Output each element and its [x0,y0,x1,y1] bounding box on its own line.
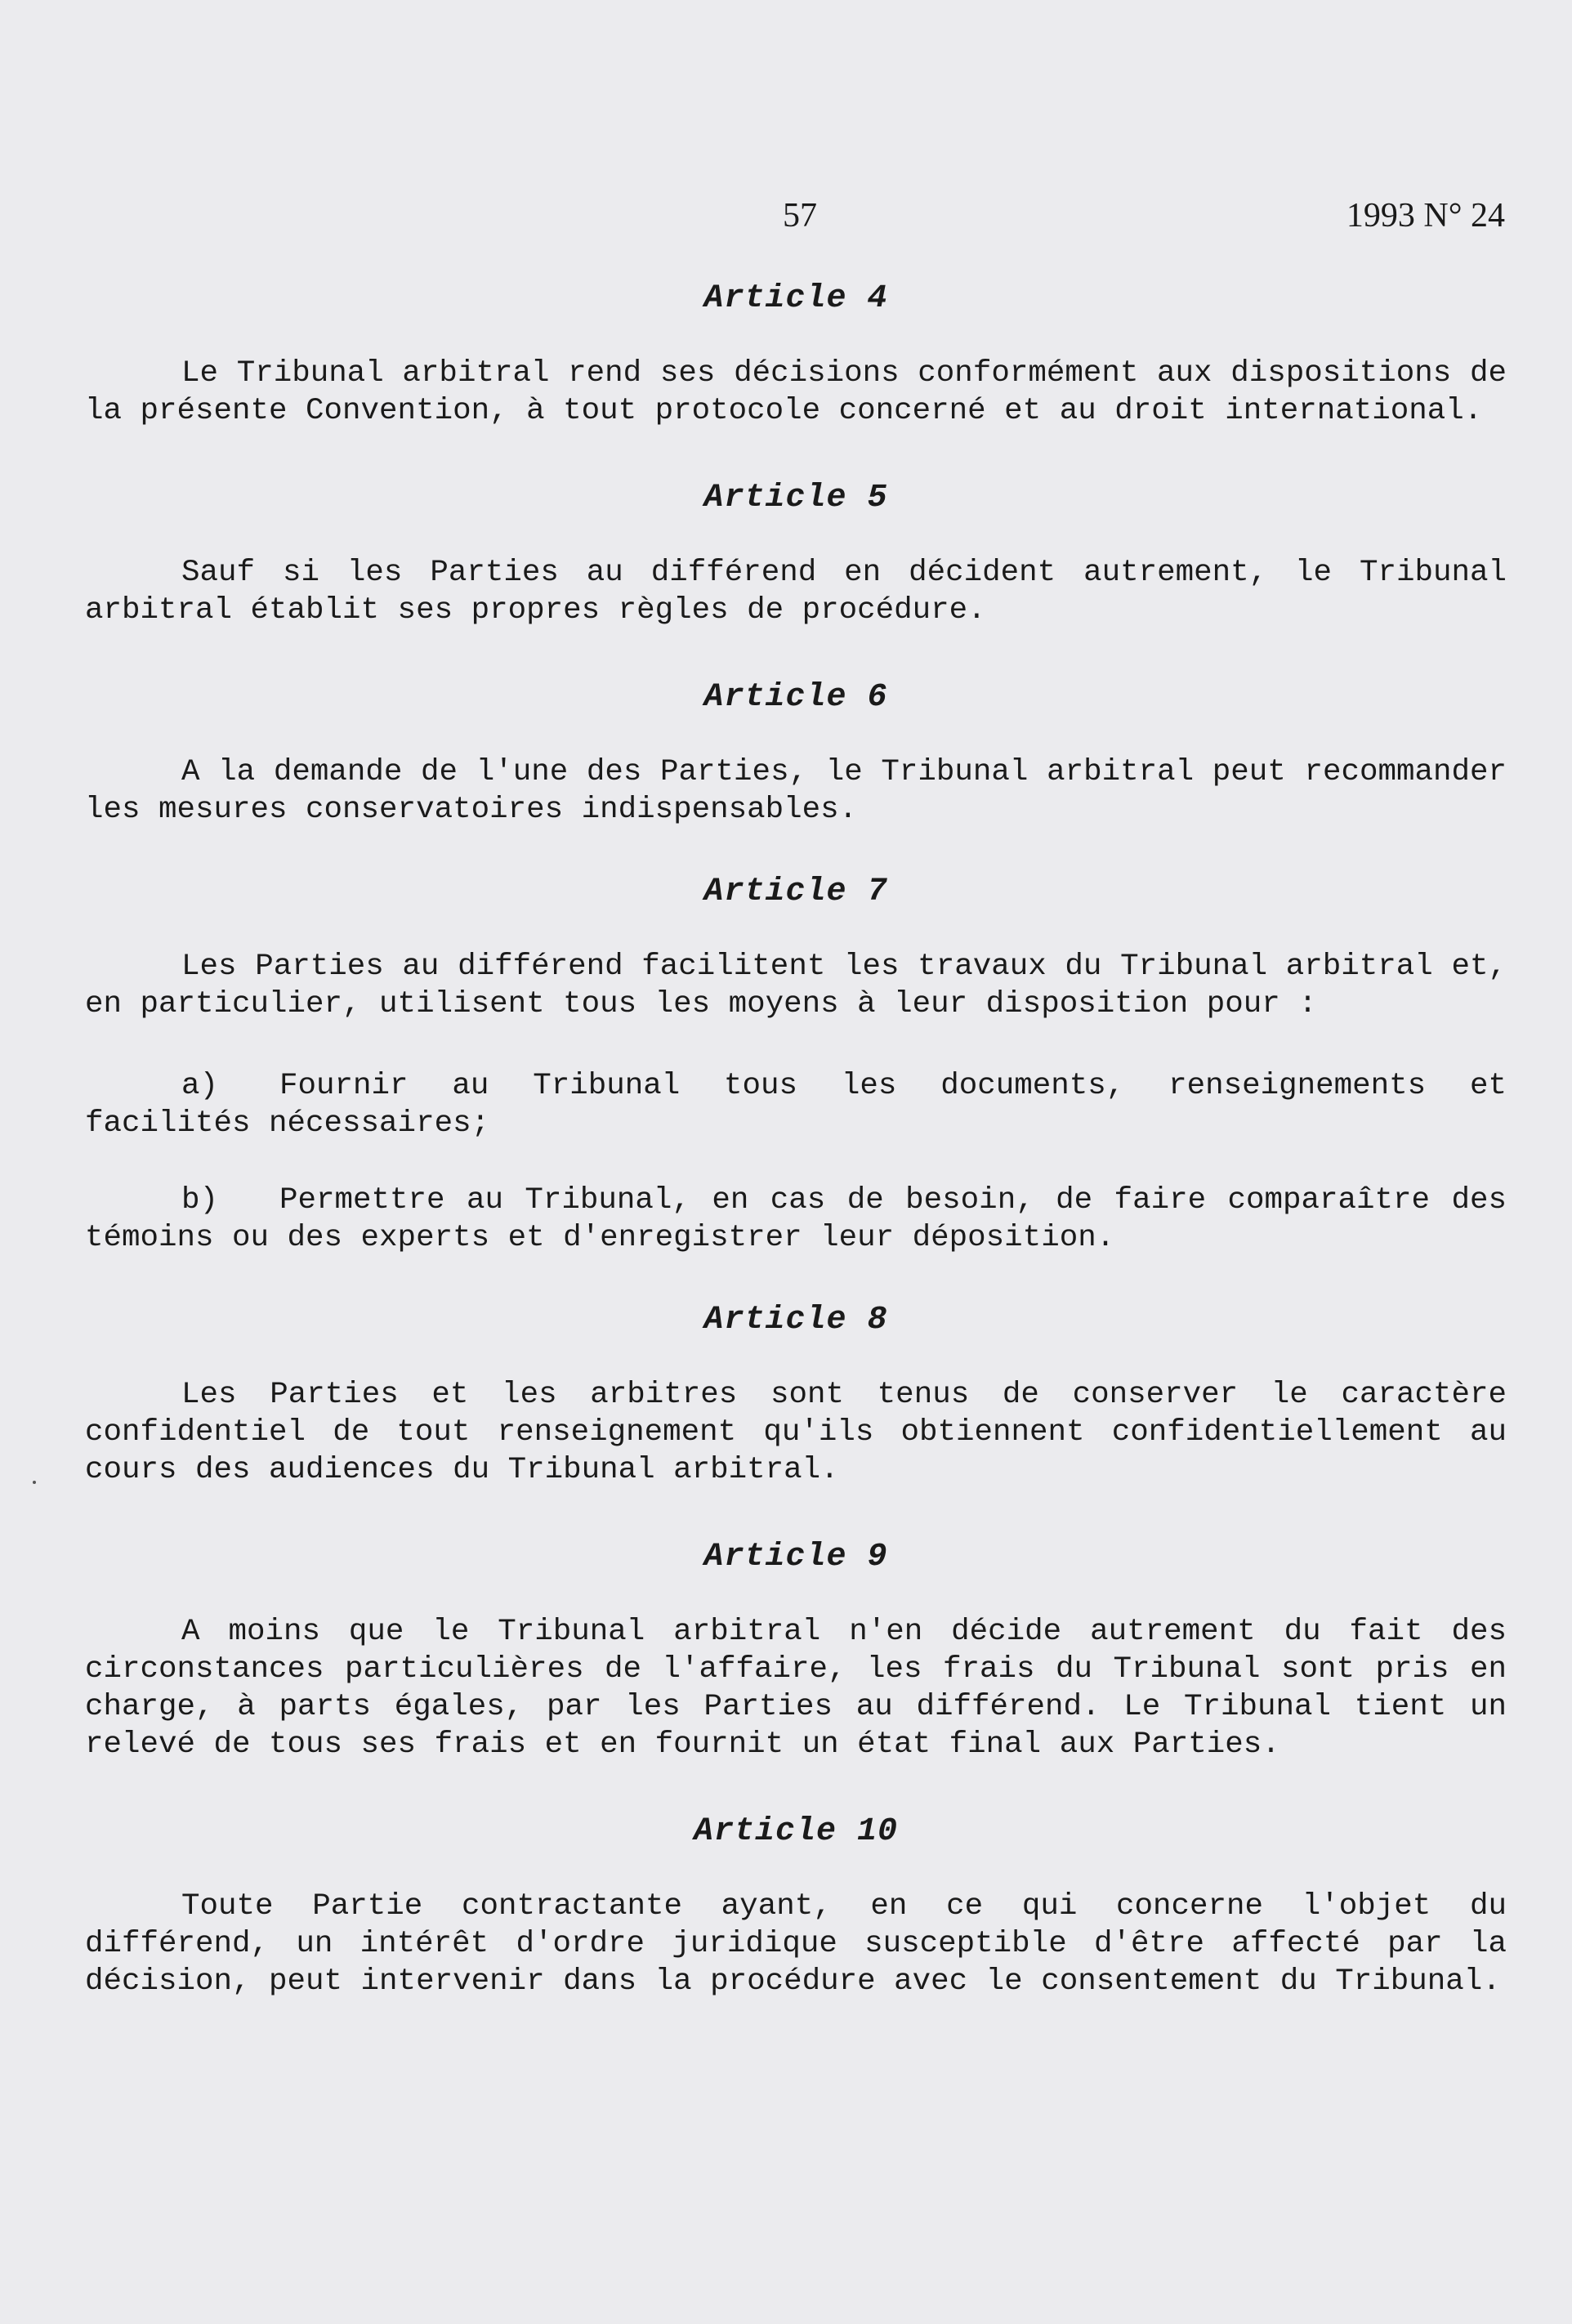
article-paragraph: A moins que le Tribunal arbitral n'en décide autrement du fait des circonstances particulières de l'affaire, les frais du Tribunal sont pris en charge, à parts égales, par les Parties au différend. Le Tribunal tient un relevé de tous ses frais et en fournit un état final aux Parties. [85,1615,1507,1762]
document-body [85,275,1507,2045]
article-6 [85,673,1507,829]
article-paragraph: Toute Partie contractante ayant, en ce qui concerne l'objet du différend, un intérêt d'ordre juridique susceptible d'être affecté par la décision, peut intervenir dans la procédure avec le consentement du Tribunal. [85,1889,1507,1999]
article-4 [85,275,1507,430]
article-title: Article 6 [703,679,888,716]
page-number: 57 [783,197,817,235]
article-10 [85,1808,1507,2000]
list-item-text: Fournir au Tribunal tous les documents, renseignements et facilités nécessaires; [85,1069,1507,1141]
article-5 [85,474,1507,629]
page-header [0,196,1572,245]
list-item [85,1067,1507,1142]
article-8 [85,1296,1507,1489]
article-title: Article 9 [703,1539,888,1575]
article-title: Article 10 [693,1813,899,1850]
article-9 [85,1533,1507,1763]
article-paragraph: Les Parties au différend facilitent les travaux du Tribunal arbitral et, en particulier, utilisent tous les moyens à leur disposition pour : [85,950,1507,1021]
article-paragraph: A la demande de l'une des Parties, le Tribunal arbitral peut recommander les mesures conservatoires indispensables. [85,755,1507,827]
article-paragraph: Sauf si les Parties au différend en décident autrement, le Tribunal arbitral établit ses propres règles de procédure. [85,556,1507,628]
article-paragraph: Les Parties et les arbitres sont tenus de conserver le caractère confidentiel de tout renseignement qu'ils obtiennent confidentiellement au cours des audiences du Tribunal arbitral. [85,1378,1507,1487]
list-item-text: Permettre au Tribunal, en cas de besoin, de faire comparaître des témoins ou des experts et d'enregistrer leur déposition. [85,1183,1507,1255]
article-title: Article 7 [703,874,888,910]
scan-speck [33,1481,36,1484]
list-item [85,1182,1507,1257]
list-item-label: b) [181,1183,219,1218]
article-paragraph: Le Tribunal arbitral rend ses décisions conformément aux dispositions de la présente Convention, à tout protocole concerné et au droit international. [85,356,1507,428]
article-7 [85,868,1507,1257]
article-title: Article 4 [703,280,888,317]
list-item-label: a) [181,1069,219,1103]
article-title: Article 8 [703,1302,888,1339]
issue-reference: 1993 N° 24 [1346,197,1505,235]
article-title: Article 5 [703,480,888,516]
